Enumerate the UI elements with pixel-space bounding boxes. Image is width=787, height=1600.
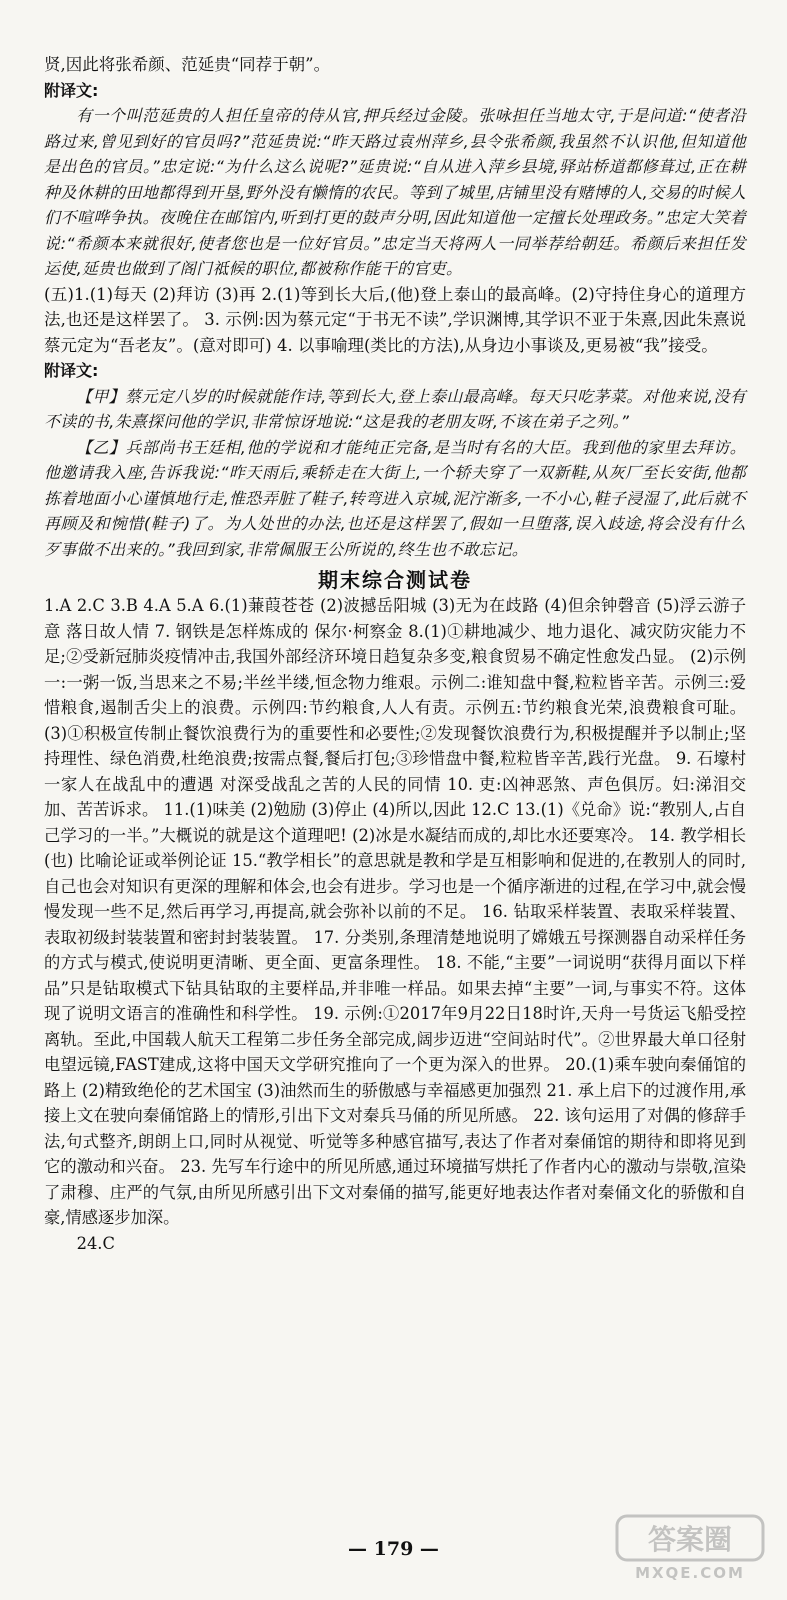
watermark-text: 答案圈 [647,1523,733,1556]
translation-label: 附译文: [44,80,99,100]
continued-text: 贤,因此将张希颜、范延贵“同荐于朝”。 [44,55,331,74]
answers-section-5: (五)1.(1)每天 (2)拜访 (3)再 2.(1)等到长大后,(他)登上泰山的最高峰。(2)守持住身心的道理方法,也还是这样罢了。 3. 示例:因为蔡元定“于书无不读”,学识渊博,其学识不亚于朱熹,因此朱熹说蔡元定为“吾老友”。(意对即可) 4. 以事喻理(类比的方法),从身边小事谈及,更易被“我”接受。 [44,284,746,355]
translation-paragraph: 有一个叫范延贵的人担任皇帝的侍从官,押兵经过金陵。张咏担任当地太守,于是问道:“使者沿路过来,曾见到好的官员吗?”范延贵说:“昨天路过袁州萍乡,县令张希颜,我虽然不认识他,但知道他是出色的官员。”忠定说:“为什么这么说呢?”延贵说:“自从进入萍乡县境,驿站桥道都修葺过,正在耕种及休耕的田地都得到开垦,野外没有懒惰的农民。等到了城里,店铺里没有赌博的人,交易的时候人们不喧哗争执。夜晚住在邮馆内,听到打更的鼓声分明,因此知道他一定擅长处理政务。”忠定大笑着说:“希颜本来就很好,使者您也是一位好官员。”忠定当天将两人一同举荐给朝廷。希颜后来担任发运使,延贵也做到了阁门祗候的职位,都被称作能干的官吏。 [44,106,746,278]
last-answer: 24.C [76,1233,115,1253]
translation-jia: 【甲】蔡元定八岁的时候就能作诗,等到长大,登上泰山最高峰。每天只吃茅菜。对他来说,没有不读的书,朱熹探问他的学识,非常惊讶地说:“这是我的老朋友呀,不该在弟子之列。” [44,386,746,431]
watermark-url: MXQE.COM [635,1564,745,1582]
translation-label-2: 附译文: [44,361,99,380]
page-number: — 179 — [348,1538,439,1560]
final-exam-answers [44,593,746,1256]
translation-yi: 【乙】兵部尚书王廷相,他的学说和才能纯正完备,是当时有名的大臣。我到他的家里去拜访。他邀请我入座,告诉我说:“昨天雨后,乘轿走在大街上,一个轿夫穿了一双新鞋,从灰厂至长安街,他都拣着地面小心谨慎地行走,惟恐弄脏了鞋子,转弯进入京城,泥泞渐多,一不小心,鞋子浸湿了,此后就不再顾及和惋惜(鞋子)了。为人处世的办法,也还是这样罢了,假如一旦堕落,误入歧途,将会没有什么歹事做不出来的。”我回到家,非常佩服王公所说的,终生也不敢忘记。 [44,437,746,559]
final-answers-text: 1.A 2.C 3.B 4.A 5.A 6.(1)蒹葭苍苍 (2)波撼岳阳城 (3)无为在歧路 (4)但余钟磬音 (5)浮云游子意 落日故人情 7. 钢铁是怎样炼成的 保尔·柯察金 8.(1)①耕地减少、地力退化、减灾防灾能力不足;②受新冠肺炎疫情冲击,我国外部经济环境日趋复杂多变,粮食贸易不确定性愈发凸显。 (2)示例一:一粥一饭,当思来之不易;半丝半缕,恒念物力维艰。示例二:谁知盘中餐,粒粒皆辛苦。示例三:爱惜粮食,遏制舌尖上的浪费。示例四:节约粮食,人人有责。示例五:节约粮食光荣,浪费粮食可耻。 (3)①积极宣传制止餐饮浪费行为的重要性和必要性;②发现餐饮浪费行为,积极提醒并予以制止;坚持理性、绿色消费,杜绝浪费;按需点餐,餐后打包;③珍惜盘中餐,粒粒皆辛苦,践行光盘。 9. 石壕村一家人在战乱中的遭遇 对深受战乱之苦的人民的同情 10. 吏:凶神恶煞、声色俱厉。妇:涕泪交加、苦苦诉求。 11.(1)味美 (2)勉励 (3)停止 (4)所以,因此 12.C 13.(1)《兑命》说:“教别人,占自己学习的一半。”大概说的就是这个道理吧! (2)冰是水凝结而成的,却比水还要寒冷。 14. 教学相长(也) 比喻论证或举例论证 15.“教学相长”的意思就是教和学是互相影响和促进的,在教别人的同时,自己也会对知识有更深的理解和体会,也会有进步。学习也是一个循序渐进的过程,在学习中,就会慢慢发现一些不足,然后再学习,再提高,就会弥补以前的不足。 16. 钻取采样装置、表取采样装置、表取初级封装装置和密封封装装置。 17. 分类别,条理清楚地说明了嫦娥五号探测器自动采样任务的方式与模式,使说明更清晰、更全面、更富条理性。 18. 不能,“主要”一词说明“获得月面以下样品”只是钻取模式下钻具钻取的主要样品,并非唯一样品。如果去掉“主要”一词,与事实不符。这体现了说明文语言的准确性和科学性。 19. 示例:①2017年9月22日18时许,天舟一号货运飞船受控离轨。至此,中国载人航天工程第二步任务全部完成,阔步迈进“空间站时代”。②世界最大单口径射电望远镜,FAST建成,这将中国天文学研究推向了一个更为深入的世界。 20.(1)乘车驶向秦俑馆的路上 (2)精致绝伦的艺术国宝 (3)油然而生的骄傲感与幸福感更加强烈 21. 承上启下的过渡作用,承接上文在驶向秦俑馆路上的情形,引出下文对秦兵马俑的所见所感。 22. 该句运用了对偶的修辞手法,句式整齐,朗朗上口,同时从视觉、听觉等多种感官描写,表达了作者对秦俑馆的期待和即将见到它的激动和兴奋。 23. 先写车行途中的所见所感,通过环境描写烘托了作者内心的激动与崇敬,渲染了肃穆、庄严的气氛,由所见所感引出下文对秦俑的描写,能更好地表达作者对秦俑文化的骄傲和自豪,情感逐步加深。 [44,596,746,1227]
section-title: 期末综合测试卷 [318,568,472,592]
page-content [44,52,746,1256]
watermark-logo [615,1512,765,1584]
